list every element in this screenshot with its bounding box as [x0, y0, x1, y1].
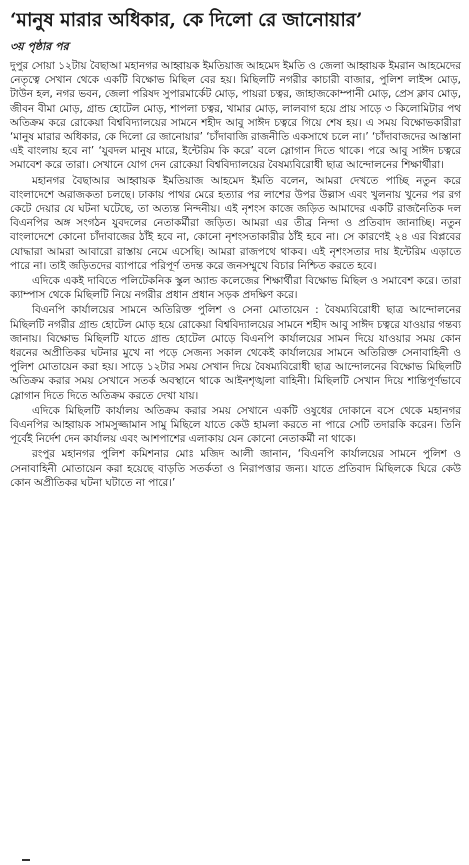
- continued-from-label: ৩য় পৃষ্ঠার পর: [10, 40, 69, 53]
- article-paragraph: বিএনপি কার্যালয়ের সামনে অতিরিক্ত পুলিশ ও সেনা মোতায়েন : বৈষম্যবিরোধী ছাত্র আন্দোলনের মিছিলটি নগরীর গ্রান্ড হোটেল মোড় হয়ে রোকেয়া বিশ্ববিদ্যালয়ের সামনে শহীদ আবু সাঈদ চত্বরে যাওয়ার গন্তব্য জানায়। বিক্ষোভ মিছিলটি যাতে গ্রান্ড হোটেল মোড়ে বিএনপি কার্যালয়ের সামন দিয়ে যাওয়ার সময় কোন ধরনের অপ্রীতিকর ঘটনার মুখে না পড়ে সেজন্য সকাল থেকেই কার্যালয়ের সামনে অতিরিক্ত সেনাবাহিনী ও পুলিশ মোতায়েন করা হয়। সাড়ে ১২টার সময় সেখান দিয়ে বৈষম্যবিরোধী ছাত্র আন্দোলনের বিক্ষোভ মিছিলটি অতিক্রম করার সময় সেখানে সতর্ক অবস্থানে থাকে আইনশৃঙ্খলা বাহিনী। মিছিলটি সেখান দিয়ে শান্তিপূর্ণভাবে স্লোগান দিতে দিতে অতিক্রম করতে দেখা যায়।: [10, 304, 461, 402]
- article-paragraph: এদিকে একই দাবিতে পলিটেকনিক স্কুল অ্যান্ড কলেজের শিক্ষার্থীরা বিক্ষোভ মিছিল ও সমাবেশ করে। তারা ক্যাম্পাস থেকে মিছিলটি নিয়ে নগরীর প্রধান প্রধান সড়ক প্রদক্ষিণ করে।: [10, 275, 461, 302]
- article-body: [10, 59, 461, 490]
- article-headline: ‘মানুষ মারার অধিকার, কে দিলো রে জানোয়ার’: [10, 9, 363, 31]
- article-paragraph: মহানগর বৈছাআর আহ্বায়ক ইমতিয়াজ আহমেদ ইমতি বলেন, আমরা দেখতে পাচ্ছি নতুন করে বাংলাদেশে অরাজকতা চলছে। ঢাকায় পাথর মেরে হত্যার পর লাশের উপর উল্লাস এবং খুলনায় খুনের পর রগ কেটে দেয়ার যে ঘটনা ঘটেছে, তা অত্যন্ত নিন্দনীয়। এই নৃশংস কাজে জড়িত আমাদের একটি রাজনৈতিক দল বিএনপির অঙ্গ সংগঠন যুবদলের নেতাকর্মীরা জড়িত। আমরা এর তীব্র নিন্দা ও প্রতিবাদ জানাচ্ছি। নতুন বাংলাদেশে কোনো চাঁদাবাজের ঠাঁই হবে না, কোনো নৃশংসতাকারীর ঠাঁই হবে না। সে কারণেই ২৪ এর বিপ্লবের যোদ্ধারা আমরা আবারো রাস্তায় নেমে এসেছি। আমরা রাজপথে থাকব। এই নৃশংসতার দায় ইন্টেরিম এড়াতে পারে না। তাই জড়িতদের ব্যাপারে পরিপূর্ণ তদন্ত করে জনসম্মুখে বিচার নিশ্চিত করতে হবে।: [10, 174, 461, 272]
- article-paragraph: রংপুর মহানগর পুলিশ কমিশনার মোঃ মজিদ আলী জানান, ‘বিএনপি কার্যালয়ের সামনে পুলিশ ও সেনাবাহিনী মোতায়েন করা হয়েছে বাড়তি সতর্কতা ও নিরাপত্তার জন্য। যাতে প্রতিবাদ মিছিলকে ঘিরে কেউ কোন অপ্রীতিকর ঘটনা ঘটাতে না পারে।’: [10, 448, 461, 489]
- article-paragraph: দুপুর সোয়া ১২টায় বৈছাআ মহানগর আহ্বায়ক ইমতিয়াজ আহমেদ ইমতি ও জেলা আহ্বায়ক ইমরান আহমেদের নেতৃত্বে সেখান থেকে একটি বিক্ষোভ মিছিল বের হয়। মিছিলটি নগরীর কাচারী বাজার, পুলিশ লাইন্স মোড়, টাউন হল, নগর ভবন, জেলা পরিষদ সুপারমার্কেট মোড়, পায়রা চত্বর, জাহাজকোম্পানী মোড়, প্রেস ক্লাব মোড়, জীবন বীমা মোড়, গ্রান্ড হোটেল মোড়, শাপলা চত্বর, খামার মোড়, লালবাগ হয়ে প্রায় সাড়ে ৩ কিলোমিটার পথ অতিক্রম করে রোকেয়া বিশ্ববিদ্যালয়ের সামনে শহীদ আবু সাঈদ চত্বরে গিয়ে শেষ হয়। এ সময় বিক্ষোভকারীরা ‘মানুষ মারার অধিকার, কে দিলো রে জানোয়ার’ ‘চাঁদাবাজি রাজনীতি একসাথে চলে না।’ ‘চাঁদাবাজদের আস্তানা এই বাংলায় হবে না’ ‘যুবদল মানুষ মারে, ইন্টেরিম কি করে’ বলে স্লোগান দিতে থাকে। পরে আবু সাঈদ চত্বরে সমাবেশ করে তারা। সেখানে যোগ দেন রোকেয়া বিশ্ববিদ্যালয়ের বৈষম্যবিরোধী ছাত্র আন্দোলনের শিক্ষার্থীরা।: [10, 60, 461, 172]
- column-end-mark: [22, 859, 30, 865]
- article-paragraph: এদিকে মিছিলটি কার্যালয় অতিক্রম করার সময় সেখানে একটি ওষুধের দোকানে বসে থেকে মহানগর বিএনপির আহ্বায়ক সামসুজ্জামান সামু মিছিলে যাতে কেউ হামলা করতে না পারে সেটি তদারকি করেন। তিনি পূর্বেই নির্দেশ দেন কার্যালয় এবং আশপাশের এলাকায় যেন কোনো নেতাকর্মী না থাকে।: [10, 404, 461, 446]
